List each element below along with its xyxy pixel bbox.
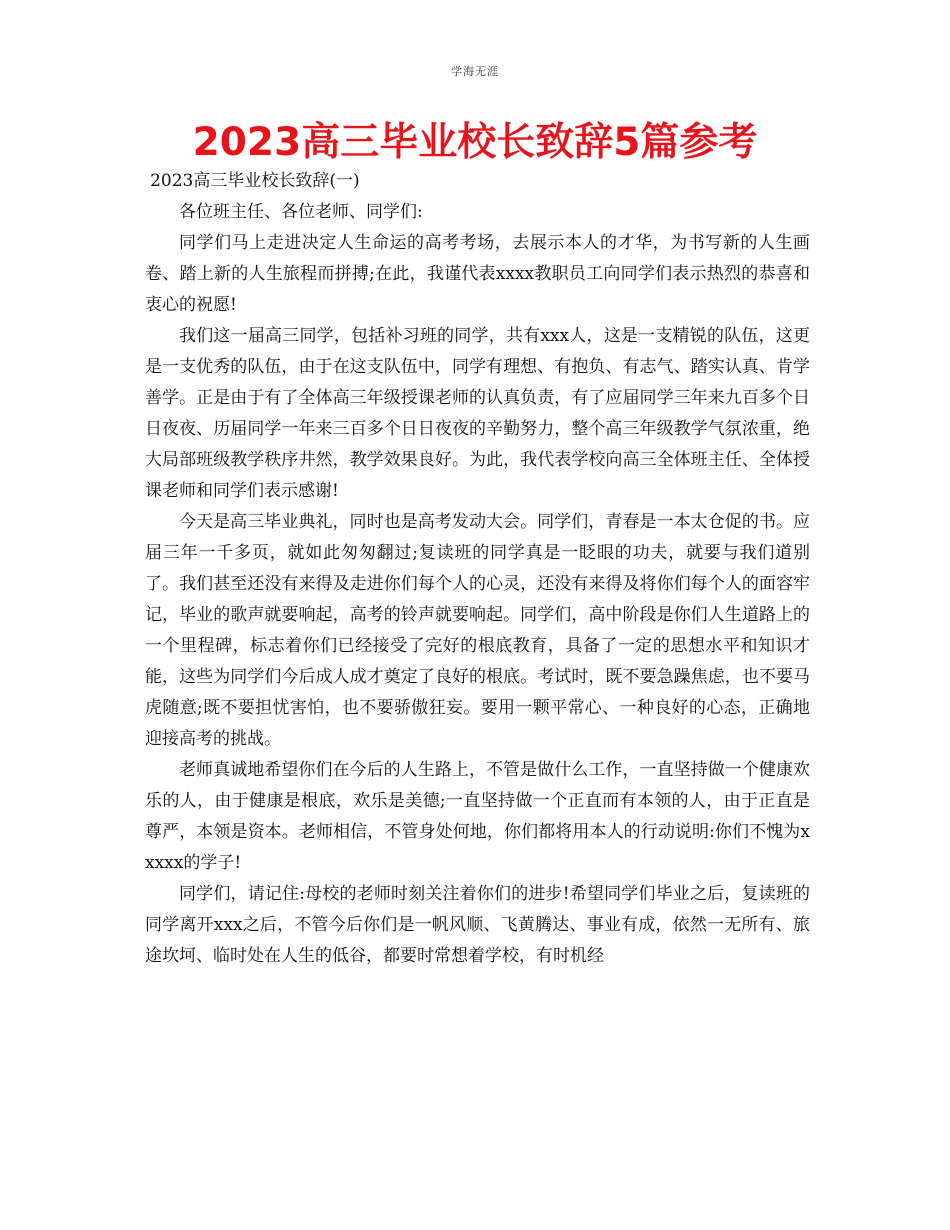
page-header: 学海无涯 <box>451 65 499 78</box>
document-body <box>145 166 810 972</box>
body-paragraph-3: 今天是高三毕业典礼，同时也是高考发动大会。同学们，青春是一本太仓促的书。应届三年一千多页，就如此匆匆翻过;复读班的同学真是一眨眼的功夫，就要与我们道别了。我们甚至还没有来得及走进你们每个人的心灵，还没有来得及将你们每个人的面容牢记，毕业的歌声就要响起，高考的铃声就要响起。同学们，高中阶段是你们人生道路上的一个里程碑，标志着你们已经接受了完好的根底教育，具备了一定的思想水平和知识才能，这些为同学们今后成人成才奠定了良好的根底。考试时，既不要急躁焦虑，也不要马虎随意;既不要担忧害怕，也不要骄傲狂妄。要用一颗平常心、一种良好的心态，正确地迎接高考的挑战。 <box>145 512 810 749</box>
body-paragraph-4: 老师真诚地希望你们在今后的人生路上，不管是做什么工作，一直坚持做一个健康欢乐的人，由于健康是根底，欢乐是美德;一直坚持做一个正直而有本领的人，由于正直是尊严，本领是资本。老师相信，不管身处何地，你们都将用本人的行动说明:你们不愧为xxxxx的学子! <box>145 760 810 873</box>
section-subtitle: 2023高三毕业校长致辞(一) <box>150 171 360 191</box>
body-paragraph-1: 同学们马上走进决定人生命运的高考考场，去展示本人的才华，为书写新的人生画卷、踏上新的人生旅程而拼搏;在此，我谨代表xxxx教职员工向同学们表示热烈的恭喜和衷心的祝愿! <box>145 233 810 315</box>
salutation-paragraph: 各位班主任、各位老师、同学们: <box>179 202 423 222</box>
body-paragraph-2: 我们这一届高三同学，包括补习班的同学，共有xxx人，这是一支精锐的队伍，这更是一支优秀的队伍，由于在这支队伍中，同学有理想、有抱负、有志气、踏实认真、肯学善学。正是由于有了全体高三年级授课老师的认真负责，有了应届同学三年来九百多个日日夜夜、历届同学一年来三百多个日日夜夜的辛勤努力，整个高三年级教学气氛浓重，绝大局部班级教学秩序井然，教学效果良好。为此，我代表学校向高三全体班主任、全体授课老师和同学们表示感谢! <box>145 326 810 501</box>
document-title: 2023高三毕业校长致辞5篇参考 <box>192 120 758 165</box>
body-paragraph-5: 同学们，请记住:母校的老师时刻关注着你们的进步!希望同学们毕业之后，复读班的同学离开xxx之后，不管今后你们是一帆风顺、飞黄腾达、事业有成，依然一无所有、旅途坎坷、临时处在人生的低谷，都要时常想着学校，有时机经 <box>145 884 810 966</box>
